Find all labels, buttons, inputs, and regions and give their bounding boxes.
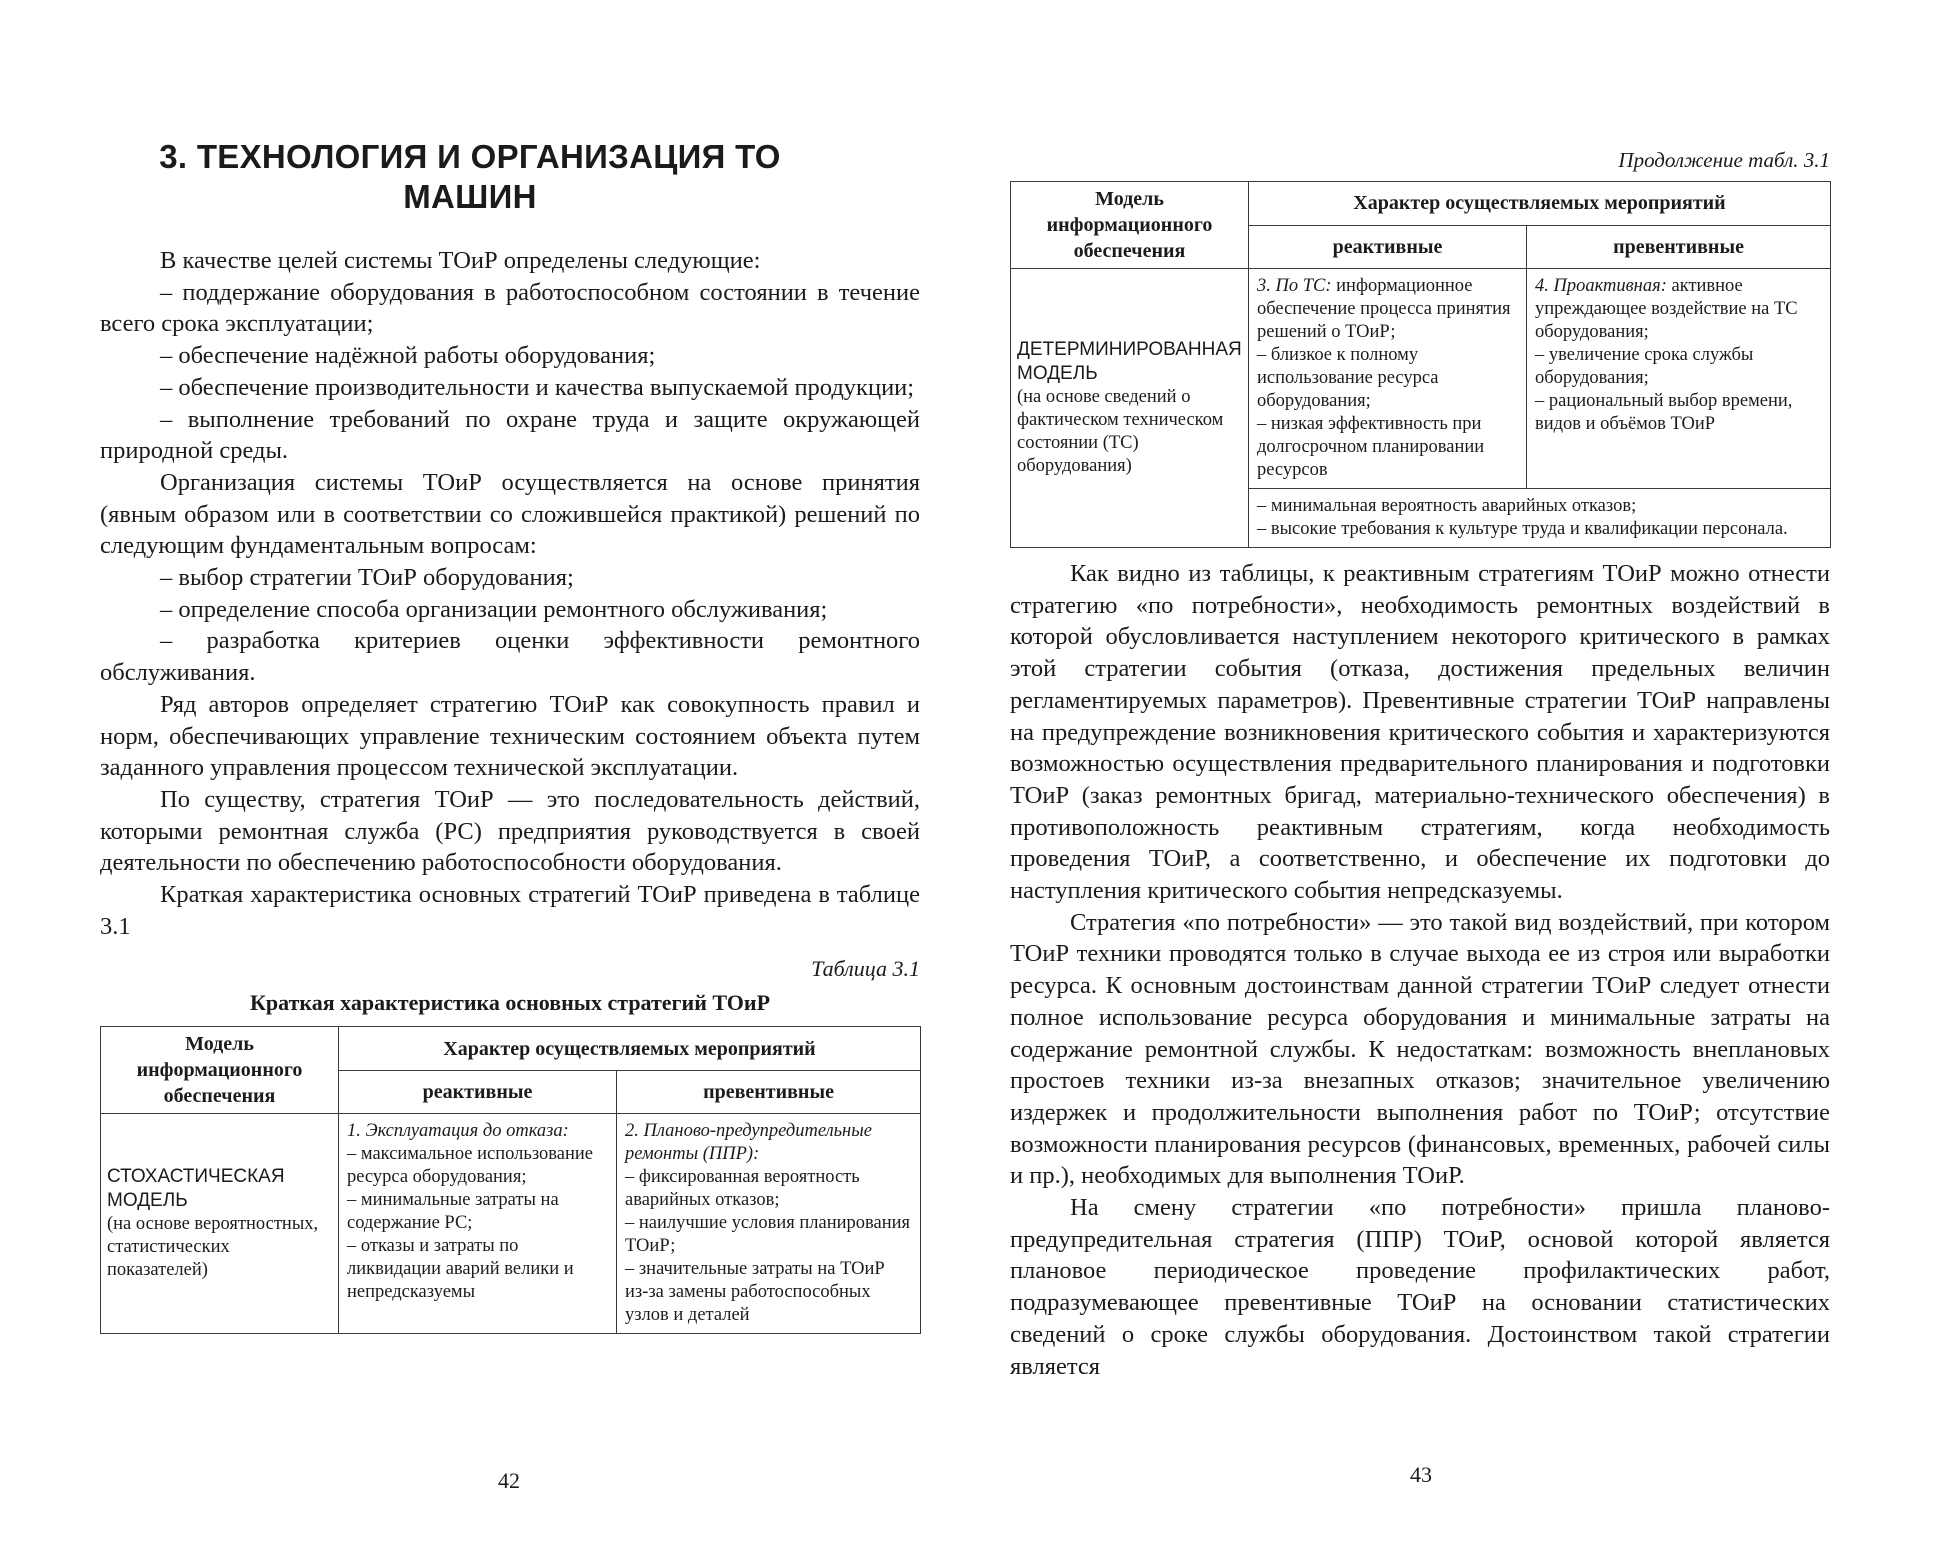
reactive-item: – минимальные затраты на содержание РС; [347, 1190, 559, 1234]
table-header-row [1011, 182, 1831, 226]
preventive-cell [1527, 269, 1831, 489]
paragraph: Как видно из таблицы, к реактивным стратегиям ТОиР можно отнести стратегию «по потребности», необходимость ремонтных воздействий в которой обусловливается наступлением некоторого критического в рамках этой стратегии события (отказа, достижения предельных величин регламентируемых параметров). Превентивные стратегии ТОиР направлены на предупреждение возникновения критического события и характеризуются возможностью осуществления предварительного планирования и подготовки ТОиР (заказ ремонтных бригад, материально-технического обеспечения) в противоположность реактивным стратегиям, когда необходимость проведения ТОиР, а соответственно, и обеспечение их подготовки до наступления критического события непредсказуемы. [1010, 560, 1830, 905]
model-cell [1011, 269, 1249, 548]
list-item: – обеспечение производительности и качества выпускаемой продукции; [160, 373, 915, 401]
paragraph: Организация системы ТОиР осуществляется на основе принятия (явным образом или в соответствии со сложившейся практикой) решений по следующим фундаментальным вопросам: [100, 468, 920, 560]
preventive-title-rest: активное упреждающее воздействие на ТС оборудования; [1535, 276, 1798, 342]
table-row [1011, 269, 1831, 489]
header-preventive: превентивные [1527, 225, 1831, 269]
common-item: – высокие требования к культуре труда и квалификации персонала. [1257, 519, 1788, 539]
paragraph: В качестве целей системы ТОиР определены следующие: [160, 247, 761, 274]
reactive-title: 1. Эксплуатация до отказа: [347, 1121, 569, 1142]
reactive-cell [1249, 269, 1527, 489]
table-title: Краткая характеристика основных стратегий ТОиР [249, 990, 771, 1016]
list-item: – выбор стратегии ТОиР оборудования; [160, 564, 574, 592]
preventive-title-line [1535, 275, 1822, 344]
preventive-title: 4. Проактивная: [1535, 276, 1667, 296]
chapter-title-line1: 3. ТЕХНОЛОГИЯ И ОРГАНИЗАЦИЯ ТО [159, 138, 781, 175]
preventive-item: – значительные затраты на ТОиР из-за замены работоспособных узлов и деталей [625, 1259, 885, 1326]
header-model: Модель информационного обеспечения [101, 1027, 339, 1114]
table-label: Таблица 3.1 [811, 956, 920, 982]
paragraph: Стратегия «по потребности» — это такой вид воздействий, при котором ТОиР техники проводятся только в случае выхода ее из строя или выработки ресурса. К основным достоинствам данной стратегии ТОиР следует отнести полное использование ресурса оборудования и минимальные затраты на содержание ремонтной службы. К недостаткам: возможность внеплановых простоев техники из-за внезапных отказов; значительное увеличению издержек и продолжительности выполнения работ по ТОиР; отсутствие возможности планирования ресурсов (финансовых, временных, рабочей силы и пр.), необходимых для выполнения ТОиР. [1010, 908, 1830, 1190]
list-item: – разработка критериев оценки эффективности ремонтного обслуживания. [100, 627, 920, 687]
paragraph: На смену стратегии «по потребности» пришла планово-предупредительная стратегия (ППР) ТОиР, основой которой является плановое периодическое проведение профилактических работ, подразумевающее превентивные ТОиР на основании статистических сведений о сроке службы оборудования. Достоинством такой стратегии является [1010, 1194, 1830, 1380]
preventive-item: – увеличение срока службы оборудования; [1535, 345, 1754, 388]
header-reactive: реактивные [1249, 225, 1527, 269]
chapter-title-line2: МАШИН [403, 178, 537, 215]
strategy-table-continued [1010, 181, 1831, 548]
list-item: – выполнение требований по охране труда и защите окружающей природной среды. [100, 405, 920, 465]
reactive-item: – максимальное использование ресурса оборудования; [347, 1144, 593, 1188]
list-item: – обеспечение надёжной работы оборудования; [160, 342, 656, 370]
preventive-title: 2. Планово-предупредительные ремонты (ППР): [625, 1121, 872, 1165]
right-body-text [1010, 558, 1830, 1382]
common-cell [1249, 489, 1831, 548]
preventive-cell [617, 1114, 921, 1334]
list-item: – определение способа организации ремонтного обслуживания; [160, 595, 828, 623]
model-cell [101, 1114, 339, 1334]
left-page [100, 0, 920, 1568]
left-body-text [100, 245, 920, 942]
model-desc: (на основе вероятностных, статистических показателей) [107, 1214, 319, 1281]
header-character: Характер осуществляемых мероприятий [1249, 182, 1831, 226]
reactive-title-rest: информационное обеспечение процесса принятия решений о ТОиР; [1257, 276, 1511, 342]
preventive-item: – наилучшие условия планирования ТОиР; [625, 1213, 911, 1257]
reactive-title-line [1257, 275, 1518, 344]
header-reactive: реактивные [339, 1070, 617, 1114]
paragraph: По существу, стратегия ТОиР — это последовательность действий, которыми ремонтная служба (РС) предприятия руководствуется в своей деятельности по обеспечению работоспособности оборудования. [100, 785, 920, 877]
table-row [101, 1114, 921, 1334]
reactive-cell [339, 1114, 617, 1334]
header-preventive: превентивные [617, 1070, 921, 1114]
chapter-title [100, 137, 840, 217]
model-name: СТОХАСТИЧЕСКАЯ МОДЕЛЬ [107, 1166, 285, 1212]
page-number-right: 43 [1410, 1462, 1432, 1487]
header-character: Характер осуществляемых мероприятий [339, 1027, 921, 1071]
paragraph: Краткая характеристика основных стратегий ТОиР приведена в таблице 3.1 [100, 881, 920, 940]
reactive-item: – близкое к полному использование ресурса оборудования; [1257, 345, 1439, 411]
preventive-item: – рациональный выбор времени, видов и объёмов ТОиР [1535, 391, 1793, 434]
common-item: – минимальная вероятность аварийных отказов; [1257, 496, 1637, 516]
paragraph: Ряд авторов определяет стратегию ТОиР как совокупность правил и норм, обеспечивающих управление техническим состоянием объекта путем заданного управления процессом технической эксплуатации. [100, 690, 920, 782]
model-name: ДЕТЕРМИНИРОВАННАЯ МОДЕЛЬ [1017, 339, 1242, 384]
table-continuation-label: Продолжение табл. 3.1 [1618, 148, 1830, 172]
page-number-left: 42 [498, 1468, 520, 1493]
reactive-item: – отказы и затраты по ликвидации аварий велики и непредсказуемы [347, 1236, 574, 1303]
right-page [1010, 0, 1830, 1568]
reactive-item: – низкая эффективность при долгосрочном планировании ресурсов [1257, 414, 1485, 480]
list-item: – поддержание оборудования в работоспособном состоянии в течение всего срока эксплуатации; [100, 278, 920, 338]
preventive-item: – фиксированная вероятность аварийных отказов; [625, 1167, 860, 1211]
strategy-table [100, 1026, 921, 1334]
model-desc: (на основе сведений о фактическом техническом состоянии (ТС) оборудования) [1017, 387, 1224, 476]
header-model: Модель информационного обеспечения [1011, 182, 1249, 269]
reactive-title: 3. По ТС: [1257, 276, 1332, 296]
table-header-row [101, 1027, 921, 1071]
